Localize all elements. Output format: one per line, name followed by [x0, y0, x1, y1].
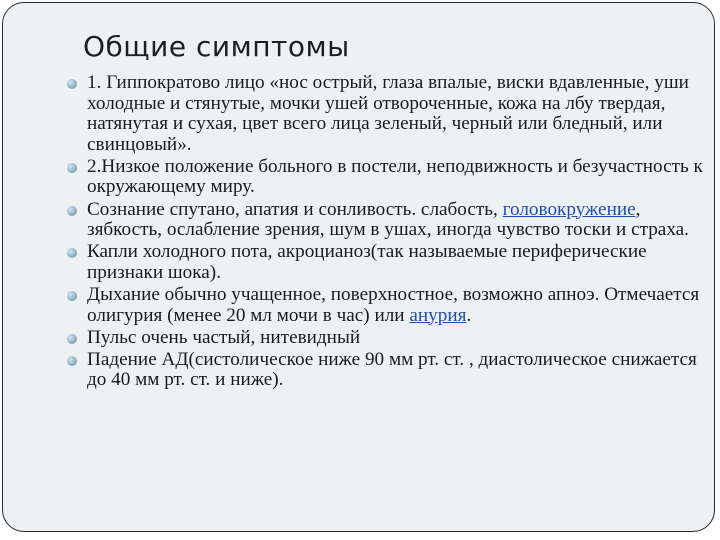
- item-text-before: Дыхание обычно учащенное, поверхностное, возможно апноэ. Отмечается олигурия (менее 20 мл мочи в час) или: [87, 283, 700, 326]
- item-text: Падение АД(систолическое ниже 90 мм рт. ст. , диастолическое снижается до 40 мм рт. ст. и ниже).: [87, 348, 697, 391]
- symptom-list: [65, 73, 705, 392]
- list-item: [65, 285, 705, 326]
- list-item: [65, 328, 705, 349]
- list-item: [65, 157, 705, 198]
- bullet-icon: [67, 356, 77, 366]
- list-item: [65, 350, 705, 391]
- bullet-icon: [67, 291, 77, 301]
- item-text-after: , зябкость, ослабление зрения, шум в ушах, иногда чувство тоски и страха.: [87, 198, 689, 241]
- item-text: 1. Гиппократово лицо «нос острый, глаза впалые, виски вдавленные, уши холодные и стянутые, мочки ушей отвороченные, кожа на лбу твердая, натянутая и сухая, цвет всего лица зеленый, черный или бледный, или свинцовый».: [87, 72, 689, 155]
- item-text: Пульс очень частый, нитевидный: [87, 326, 361, 348]
- bullet-icon: [67, 79, 77, 89]
- dizziness-link[interactable]: головокружение: [502, 198, 636, 220]
- bullet-icon: [67, 334, 77, 344]
- list-item: [65, 73, 705, 155]
- bullet-icon: [67, 206, 77, 216]
- bullet-icon: [67, 248, 77, 258]
- anuria-link[interactable]: анурия: [409, 304, 467, 326]
- item-text: Капли холодного пота, акроцианоз(так называемые периферические признаки шока).: [87, 241, 647, 283]
- slide-title: Общие симптомы: [83, 30, 350, 63]
- list-item: [65, 200, 705, 241]
- item-text: 2.Низкое положение больного в постели, неподвижность и безучастность к окружающему миру.: [87, 155, 703, 198]
- item-text-after: .: [466, 304, 472, 326]
- item-text-before: Сознание спутано, апатия и сонливость. слабость,: [87, 198, 503, 220]
- bullet-icon: [67, 163, 77, 173]
- slide-frame: [2, 2, 715, 532]
- list-item: [65, 242, 705, 283]
